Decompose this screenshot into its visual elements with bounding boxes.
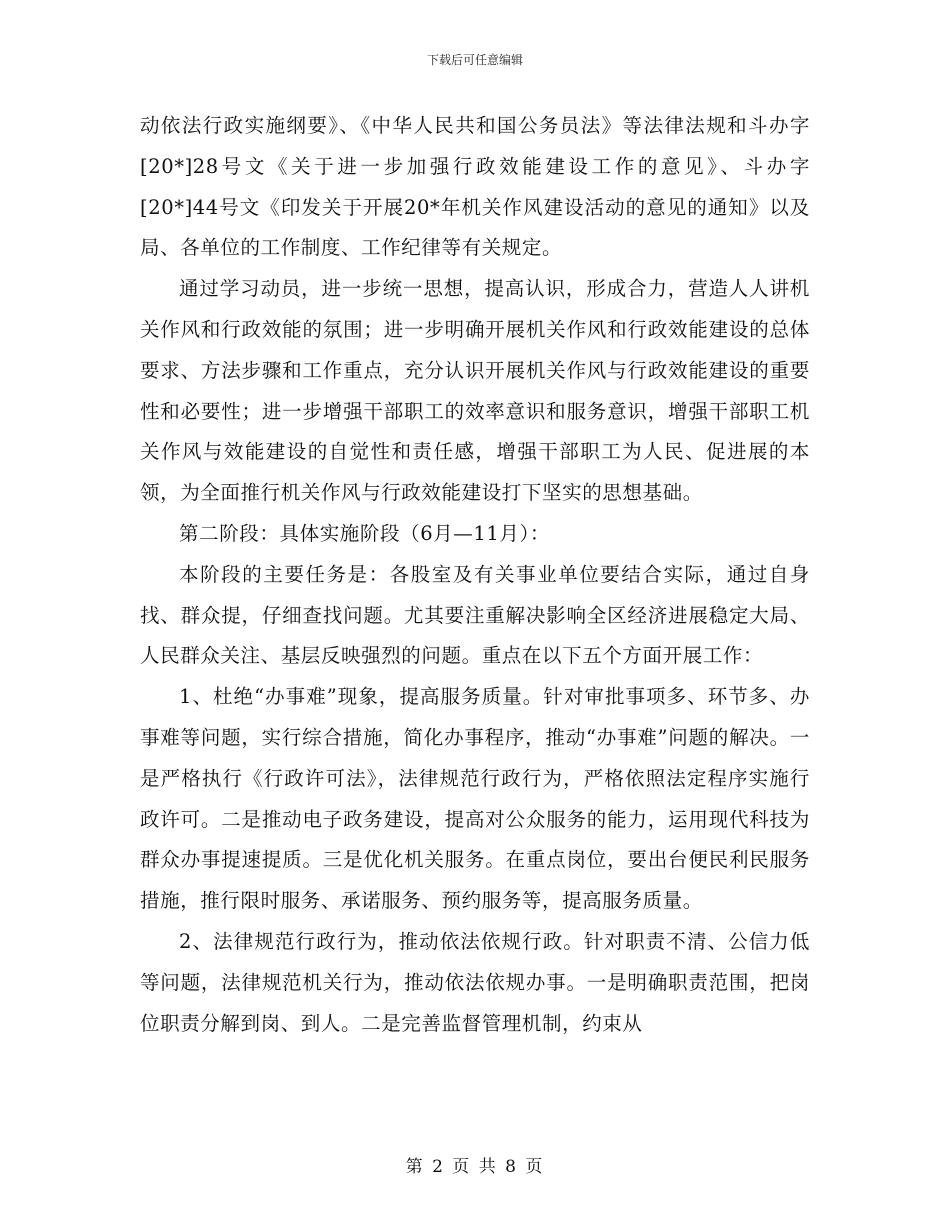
paragraph-study-mobilization: 通过学习动员，进一步统一思想，提高认识，形成合力，营造人人讲机关作风和行政效能的氛围；进一步明确开展机关作风和行政效能建设的总体要求、方法步骤和工作重点，充分认识开展机关作风与行政效能建设的重要性和必要性；进一步增强干部职工的效率意识和服务意识，增强干部职工机关作风与效能建设的自觉性和责任感，增强干部职工为人民、促进展的本领，为全面推行机关作风与行政效能建设打下坚实的思想基础。: [140, 277, 810, 505]
paragraph-stage-two-tasks: 本阶段的主要任务是：各股室及有关事业单位要结合实际，通过自身找、群众提，仔细查找问题。尤其要注重解决影响全区经济进展稳定大局、人民群众关注、基层反映强烈的问题。重点在以下五个方面开展工作：: [140, 562, 810, 668]
paragraph-stage-two-heading: 第二阶段：具体实施阶段（6月—11月）：: [179, 521, 550, 545]
paragraph-item-1: 1、杜绝“办事难”现象，提高服务质量。针对审批事项多、环节多、办事难等问题，实行综合措施，简化办事程序，推动“办事难”问题的解决。一是严格执行《行政许可法》，法律规范行政行为，严格依照法定程序实施行政许可。二是推动电子政务建设，提高对公众服务的能力，运用现代科技为群众办事提速提质。三是优化机关服务。在重点岗位，要出台便民利民服务措施，推行限时服务、承诺服务、预约服务等，提高服务质量。: [140, 685, 810, 913]
paragraph-item-2: 2、法律规范行政行为，推动依法依规行政。针对职责不清、公信力低等问题，法律规范机关行为，推动依法依规办事。一是明确职责范围，把岗位职责分解到岗、到人。二是完善监督管理机制，约束从: [140, 929, 810, 1035]
page-number-footer: 第 2 页 共 8 页: [405, 1157, 545, 1177]
page-header: 下载后可任意编辑: [426, 53, 523, 67]
paragraph-continued: 动依法行政实施纲要》、《中华人民共和国公务员法》等法律法规和斗办字[20*]28号文《关于进一步加强行政效能建设工作的意见》、斗办字[20*]44号文《印发关于开展20*年机关作风建设活动的意见的通知》以及局、各单位的工作制度、工作纪律等有关规定。: [140, 114, 810, 260]
document-body: [140, 106, 810, 1044]
